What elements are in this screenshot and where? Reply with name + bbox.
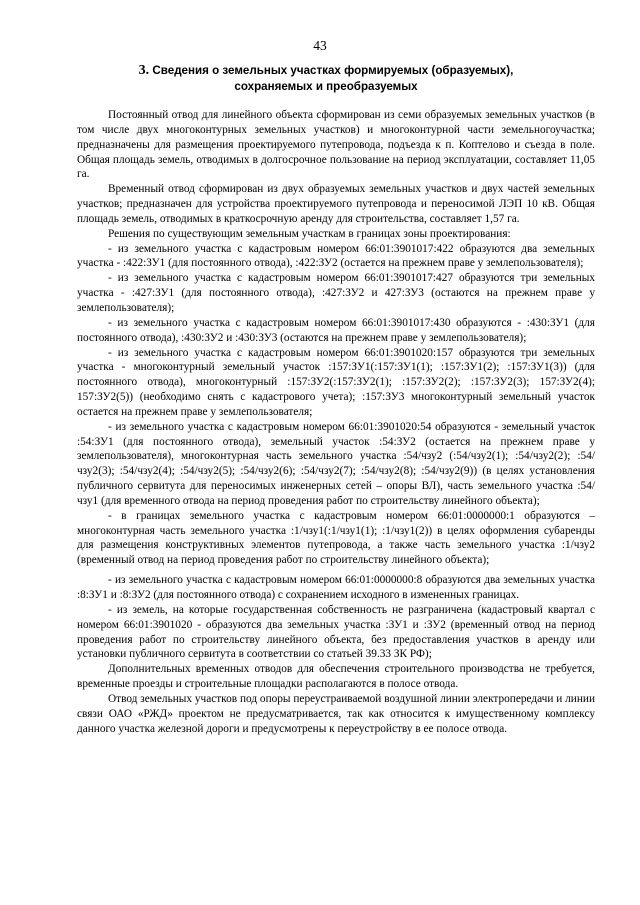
- list-item-plot-54: - из земельного участка с кадастровым номером 66:01:3901020:54 образуются - земельный участок :54:ЗУ1 (для постоянного отвода), земельный участок :54:ЗУ2 (остается на прежнем праве у землепользователя), многоконтурная часть земельного участка :54/чзу2 (:54/чзу2(1); :54/чзу2(2); :54/чзу2(3); :54/чзу2(4); :54/чзу2(5); :54/чзу2(6); :54/чзу2(7); :54/чзу2(8); :54/чзу2(9)) (в целях установления публичного сервитута для переносимых инженерных сетей – опоры ВЛ), часть земельного участка :54/чзу1 (для временного отвода на период проведения работ по строительству линейного объекта);: [77, 420, 595, 507]
- paragraph-permanent-allotment: Постоянный отвод для линейного объекта сформирован из семи образуемых земельных участков (в том числе двух многоконтурных земельных участков) и многоконтурной части земельногоучастка; предназначены для размещения проектируемого путепровода, подъезда к п. Коптелово и съезда в поле. Общая площадь земель, отводимых в долгосрочное пользование на период эксплуатации, составляет 11,05 га.: [77, 109, 595, 181]
- section-title: Сведения о земельных участках формируемых (образуемых), сохраняемых и преобразуемых: [152, 64, 514, 93]
- list-item-plot-430: - из земельного участка с кадастровым номером 66:01:3901017:430 образуются - :430:ЗУ1 (для постоянного отвода), :430:ЗУ2 и :430:ЗУ3 (остаются на прежнем праве у землепользователя);: [77, 316, 595, 344]
- paragraph-decisions-intro: Решения по существующим земельным участкам в границах зоны проектирования:: [108, 227, 511, 240]
- section-heading: [100, 63, 552, 95]
- list-item-plot-157: - из земельного участка с кадастровым номером 66:01:3901020:157 образуются три земельных участка - многоконтурный земельный участок :157:ЗУ1(:157:ЗУ1(1); :157:ЗУ1(2); :157:ЗУ1(3)) (для постоянного отвода), многоконтурный :157:ЗУ2(:157:ЗУ2(1); :157:ЗУ2(2); :157:ЗУ2(3); 157:ЗУ2(4); 157:ЗУ2(5)) (необходимо снять с кадастрового учета); :157:ЗУ3 многоконтурный земельный участок остается на прежнем праве у землепользователя;: [77, 346, 595, 418]
- list-item-plot-1: - в границах земельного участка с кадастровым номером 66:01:0000000:1 образуются – многоконтурная часть земельного участка :1/чзу1(:1/чзу1(1); :1/чзу1(2)) в целях оформления субаренды для размещения конструктивных элементов путепровода, а также часть земельного участка :1/чзу2 (временный отвод на период проведения работ по строительству линейного объекта);: [77, 509, 595, 567]
- list-item-plot-427: - из земельного участка с кадастровым номером 66:01:3901017:427 образуются три земельных участка - :427:ЗУ1 (для постоянного отвода), :427:ЗУ2 и 427:ЗУ3 (остаются на прежнем праве у землепользователя);: [77, 272, 595, 314]
- list-item-unallocated-lands: - из земель, на которые государственная собственность не разграничена (кадастровый квартал с номером 66:01:3901020 - образуются два земельных участка :ЗУ1 и :ЗУ2 (временный отвод на период проведения работ по строительству линейного объекта, без предоставления участков в аренду или установки публичного сервитута в соответствии со статьей 39.33 ЗК РФ);: [77, 603, 595, 661]
- page-number: 43: [313, 38, 327, 53]
- paragraph-additional-allotments: Дополнительных временных отводов для обеспечения строительного производства не требуется, временные проезды и строительные площадки располагаются в полосе отвода.: [77, 663, 595, 691]
- body-text: [77, 108, 595, 736]
- paragraph-rzd-supports: Отвод земельных участков под опоры переустраиваемой воздушной линии электропередачи и линии связи ОАО «РЖД» проектом не предусматривается, так как относится к имущественному комплексу данного участка железной дороги и предусмотрены к переустройству в ее полосе отвода.: [77, 692, 595, 735]
- paragraph-temporary-allotment: Временный отвод сформирован из двух образуемых земельных участков и двух частей земельных участков; предназначен для устройства проектируемого путепровода и переносимой ЛЭП 10 кВ. Общая площадь земель, отводимых в краткосрочную аренду для строительства, составляет 1,57 га.: [77, 183, 595, 225]
- list-item-plot-8: - из земельного участка с кадастровым номером 66:01:0000000:8 образуются два земельных участка :8:ЗУ1 и :8:ЗУ2 (для постоянного отвода) с сохранением исходного в измененных границах.: [77, 574, 595, 601]
- section-number: 3.: [138, 63, 150, 78]
- list-item-plot-422: - из земельного участка с кадастровым номером 66:01:3901017:422 образуются два земельных участка - :422:ЗУ1 (для постоянного отвода), :422:ЗУ2 (остается на прежнем праве у землепользователя);: [77, 242, 595, 270]
